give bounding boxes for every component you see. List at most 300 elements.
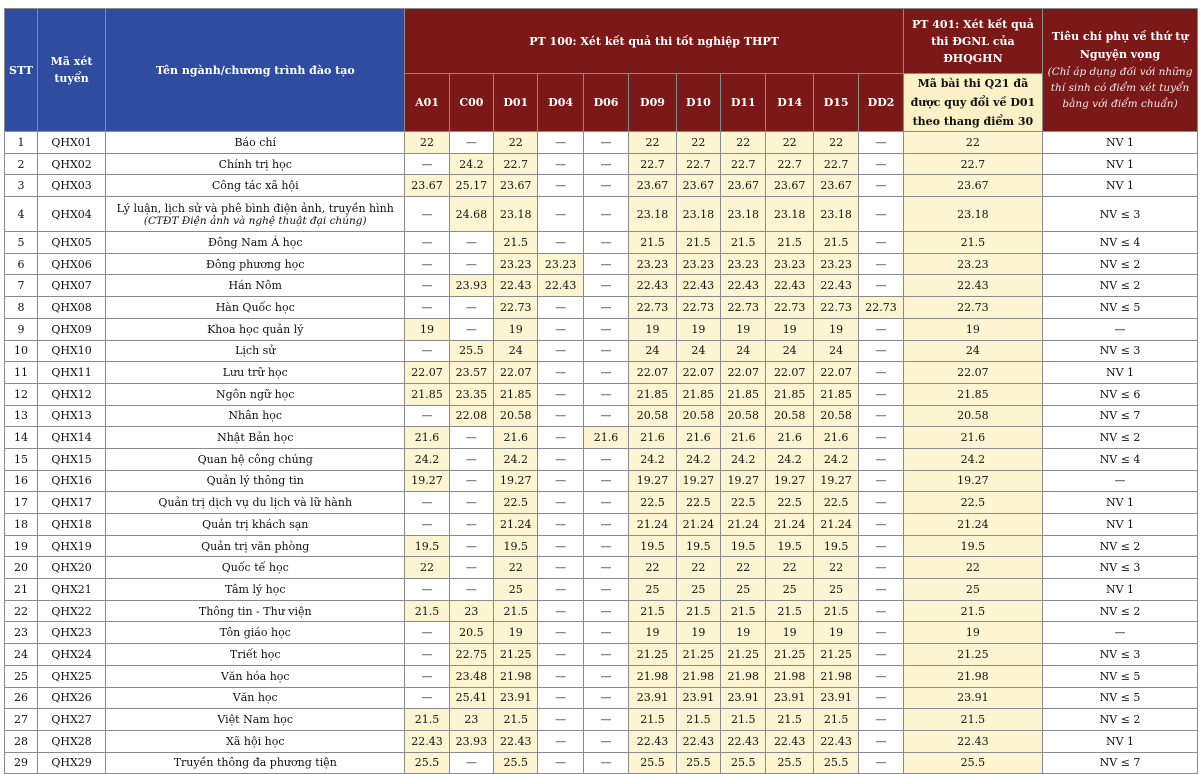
cell-program-name [106,665,405,687]
cell-program-name [106,579,405,601]
table-row [5,622,1198,644]
cell-code: QHX23 [38,622,106,644]
cell-score: 19 [494,622,538,644]
cell-score: — [405,514,449,536]
cell-code: QHX05 [38,232,106,254]
cell-score: — [538,197,583,232]
cell-score: — [583,665,628,687]
cell-score: 22 [813,132,858,154]
cell-score: — [449,297,493,319]
cell-score: 21.25 [629,644,676,666]
cell-pt401: 21.98 [903,665,1042,687]
cell-score: — [449,752,493,774]
table-row [5,275,1198,297]
cell-score: 22 [721,557,766,579]
cell-score: 22.5 [721,492,766,514]
table-row [5,492,1198,514]
cell-score: 22.43 [494,275,538,297]
cell-score: 22.73 [629,297,676,319]
cell-score: 19 [405,318,449,340]
cell-pt401: 22 [903,132,1042,154]
cell-score: 19 [766,622,813,644]
header-pt100: PT 100: Xét kết quả thi tốt nghiệp THPT [405,9,903,74]
cell-score: 21.98 [676,665,720,687]
program-name: Tâm lý học [224,582,286,596]
cell-code: QHX10 [38,340,106,362]
cell-score: 22.08 [449,405,493,427]
cell-score: 21.25 [721,644,766,666]
cell-nv: NV 1 [1043,175,1198,197]
program-name: Lý luận, lịch sử và phê bình điện ảnh, truyền hình [116,201,394,215]
cell-score: — [449,427,493,449]
cell-score: 21.6 [676,427,720,449]
cell-score: 21.98 [629,665,676,687]
cell-nv: NV ≤ 7 [1043,752,1198,774]
cell-score: — [583,752,628,774]
cell-score: 19.27 [766,470,813,492]
cell-score: 22.07 [721,362,766,384]
program-name: Nhật Bản học [217,431,294,445]
cell-score: 21.85 [405,383,449,405]
table-row [5,132,1198,154]
table-row [5,470,1198,492]
cell-score: — [538,644,583,666]
cell-score: — [405,197,449,232]
cell-program-name [106,383,405,405]
cell-score: — [583,318,628,340]
cell-score: 19.5 [676,535,720,557]
cell-score: 22.5 [813,492,858,514]
cell-score: 23.67 [766,175,813,197]
program-name: Công tác xã hội [211,179,299,193]
cell-code: QHX13 [38,405,106,427]
table-row [5,232,1198,254]
header-subject: A01 [405,74,449,132]
cell-score: 24 [494,340,538,362]
cell-score: — [859,197,903,232]
cell-score: — [859,600,903,622]
cell-score: 23.67 [813,175,858,197]
cell-score: 21.5 [813,709,858,731]
header-subject: DD2 [859,74,903,132]
cell-code: QHX03 [38,175,106,197]
cell-score: 24 [721,340,766,362]
cell-pt401: 21.5 [903,232,1042,254]
cell-score: 20.5 [449,622,493,644]
cell-pt401: 24.2 [903,448,1042,470]
cell-score: — [583,275,628,297]
cell-score: — [405,644,449,666]
cell-score: 21.85 [676,383,720,405]
table-row [5,427,1198,449]
cell-score: 21.6 [494,427,538,449]
cell-score: — [583,362,628,384]
cell-program-name [106,405,405,427]
table-header [5,9,1198,132]
cell-code: QHX04 [38,197,106,232]
admission-scores-table [4,8,1198,774]
cell-score: 23.67 [494,175,538,197]
cell-score: 19 [629,622,676,644]
cell-program-name [106,448,405,470]
cell-score: — [449,253,493,275]
table-row [5,579,1198,601]
cell-program-name [106,557,405,579]
cell-score: 22.43 [721,275,766,297]
cell-stt: 12 [5,383,38,405]
cell-score: 21.6 [629,427,676,449]
header-pt401-sub: Mã bài thi Q21 đã được quy đổi về D01 theo thang điểm 30 [903,74,1042,132]
program-name: Truyền thông đa phương tiện [173,756,337,770]
cell-score: 23.23 [494,253,538,275]
cell-score: — [449,232,493,254]
cell-score: 24.2 [813,448,858,470]
cell-stt: 22 [5,600,38,622]
cell-score: 19 [813,318,858,340]
table-row [5,175,1198,197]
cell-score: — [538,340,583,362]
criteria-note: (Chỉ áp dụng đối với những thí sinh có điểm xét tuyển bằng với điểm chuẩn) [1047,66,1193,110]
program-name: Việt Nam học [217,713,294,727]
cell-code: QHX06 [38,253,106,275]
cell-score: 21.85 [813,383,858,405]
table-row [5,318,1198,340]
cell-nv: NV ≤ 4 [1043,232,1198,254]
cell-program-name [106,622,405,644]
cell-score: 21.85 [766,383,813,405]
cell-score: — [538,175,583,197]
cell-score: 23.23 [813,253,858,275]
cell-score: 22.07 [629,362,676,384]
cell-stt: 6 [5,253,38,275]
cell-score: 24.68 [449,197,493,232]
cell-score: 22.73 [859,297,903,319]
cell-score: 23.18 [813,197,858,232]
cell-score: 21.5 [629,232,676,254]
cell-score: 22 [766,557,813,579]
cell-program-name [106,253,405,275]
cell-program-name [106,175,405,197]
cell-score: — [538,405,583,427]
cell-score: 21.85 [721,383,766,405]
cell-score: — [583,492,628,514]
cell-score: 24.2 [676,448,720,470]
cell-score: 22.43 [766,730,813,752]
cell-code: QHX14 [38,427,106,449]
cell-score: 23.93 [449,275,493,297]
cell-nv: NV ≤ 5 [1043,687,1198,709]
cell-score: 21.24 [813,514,858,536]
cell-score: 23.67 [629,175,676,197]
cell-score: 21.5 [721,600,766,622]
cell-nv: NV 1 [1043,132,1198,154]
cell-stt: 20 [5,557,38,579]
cell-program-name [106,362,405,384]
cell-score: — [449,132,493,154]
cell-nv: NV ≤ 3 [1043,197,1198,232]
cell-score: 23.18 [494,197,538,232]
cell-score: 21.98 [766,665,813,687]
cell-stt: 4 [5,197,38,232]
cell-score: — [538,579,583,601]
cell-score: — [538,448,583,470]
cell-score: 25.5 [676,752,720,774]
cell-score: — [538,318,583,340]
cell-pt401: 21.6 [903,427,1042,449]
cell-score: 21.5 [813,600,858,622]
cell-pt401: 22.43 [903,730,1042,752]
cell-score: 21.25 [494,644,538,666]
cell-nv: NV 1 [1043,514,1198,536]
cell-score: — [583,579,628,601]
cell-score: — [538,232,583,254]
cell-program-name [106,340,405,362]
cell-score: 23.93 [449,730,493,752]
cell-score: 21.85 [494,383,538,405]
cell-score: 22 [813,557,858,579]
cell-score: 22.73 [676,297,720,319]
cell-score: 21.5 [676,709,720,731]
cell-score: — [859,492,903,514]
cell-score: 20.58 [494,405,538,427]
cell-program-name [106,197,405,232]
cell-score: — [405,665,449,687]
cell-score: 22.5 [676,492,720,514]
cell-score: 22.07 [676,362,720,384]
cell-score: — [859,132,903,154]
cell-score: 23.35 [449,383,493,405]
program-name: Văn học [232,691,278,705]
cell-score: 22.43 [766,275,813,297]
cell-score: — [859,709,903,731]
cell-score: — [859,275,903,297]
cell-score: 25.5 [405,752,449,774]
cell-score: — [583,297,628,319]
cell-score: 22 [766,132,813,154]
cell-score: 22.43 [813,730,858,752]
cell-nv: NV ≤ 3 [1043,557,1198,579]
cell-stt: 23 [5,622,38,644]
program-name: Đông Nam Á học [207,235,303,249]
cell-code: QHX18 [38,514,106,536]
table-row [5,153,1198,175]
table-row [5,644,1198,666]
cell-score: 24.2 [721,448,766,470]
cell-score: — [538,383,583,405]
cell-score: — [859,622,903,644]
cell-score: 21.5 [766,600,813,622]
cell-score: 22 [405,557,449,579]
cell-score: — [583,253,628,275]
cell-score: — [583,153,628,175]
cell-stt: 19 [5,535,38,557]
cell-pt401: 22.73 [903,297,1042,319]
cell-stt: 18 [5,514,38,536]
header-pt401-title: PT 401: Xét kết quả thi ĐGNL của ĐHQGHN [903,9,1042,74]
cell-score: 21.6 [583,427,628,449]
cell-score: 19 [766,318,813,340]
table-row [5,514,1198,536]
cell-score: 22.7 [494,153,538,175]
cell-pt401: 22.7 [903,153,1042,175]
cell-score: — [538,665,583,687]
cell-score: 22.43 [721,730,766,752]
cell-score: 23 [449,709,493,731]
cell-score: 22.73 [766,297,813,319]
cell-score: 21.5 [676,600,720,622]
cell-pt401: 21.25 [903,644,1042,666]
cell-score: 24 [676,340,720,362]
cell-score: — [538,687,583,709]
cell-program-name [106,318,405,340]
cell-score: — [859,232,903,254]
cell-score: 19.27 [405,470,449,492]
cell-score: 21.25 [766,644,813,666]
table-row [5,253,1198,275]
cell-score: 22.43 [676,275,720,297]
cell-score: — [583,448,628,470]
cell-nv: NV 1 [1043,730,1198,752]
header-subject: D01 [494,74,538,132]
cell-nv: — [1043,470,1198,492]
cell-score: 22.07 [405,362,449,384]
program-name: Thông tin - Thư viện [198,604,312,618]
cell-pt401: 19 [903,622,1042,644]
cell-score: 24 [813,340,858,362]
cell-stt: 25 [5,665,38,687]
program-name: Báo chí [234,135,276,149]
cell-score: — [449,448,493,470]
cell-score: 24.2 [449,153,493,175]
cell-score: — [538,362,583,384]
cell-score: 20.58 [813,405,858,427]
cell-score: — [859,362,903,384]
cell-score: 23 [449,600,493,622]
cell-score: — [583,514,628,536]
cell-score: 23.18 [766,197,813,232]
cell-code: QHX20 [38,557,106,579]
cell-score: 23.23 [538,253,583,275]
cell-score: — [859,340,903,362]
cell-pt401: 22 [903,557,1042,579]
program-name: Quản trị khách sạn [202,517,309,531]
cell-score: 24.2 [405,448,449,470]
cell-pt401: 23.67 [903,175,1042,197]
cell-code: QHX24 [38,644,106,666]
cell-score: 22.43 [676,730,720,752]
cell-score: 22.07 [813,362,858,384]
cell-score: 23.48 [449,665,493,687]
header-subject: D06 [583,74,628,132]
program-name: Quản lý thông tin [206,474,304,488]
cell-score: 22.5 [494,492,538,514]
cell-score: — [405,622,449,644]
cell-score: 23.67 [405,175,449,197]
cell-score: 25.5 [721,752,766,774]
cell-score: — [405,275,449,297]
cell-pt401: 23.91 [903,687,1042,709]
cell-nv: NV ≤ 2 [1043,709,1198,731]
table-row [5,557,1198,579]
program-name: Nhân học [228,409,283,423]
cell-score: 23.67 [676,175,720,197]
cell-score: — [859,470,903,492]
cell-score: 25.5 [629,752,676,774]
cell-score: — [583,405,628,427]
cell-code: QHX02 [38,153,106,175]
cell-stt: 27 [5,709,38,731]
cell-score: 22 [676,132,720,154]
table-row [5,600,1198,622]
cell-code: QHX12 [38,383,106,405]
cell-score: 22.7 [721,153,766,175]
cell-score: — [859,579,903,601]
cell-score: 25 [766,579,813,601]
program-name: Xã hội học [226,734,285,748]
cell-score: 22 [405,132,449,154]
cell-pt401: 23.23 [903,253,1042,275]
cell-score: 25.41 [449,687,493,709]
cell-code: QHX07 [38,275,106,297]
cell-stt: 9 [5,318,38,340]
cell-nv: NV ≤ 6 [1043,383,1198,405]
cell-program-name [106,232,405,254]
table-row [5,448,1198,470]
program-name: Hán Nôm [228,279,282,293]
cell-score: — [583,622,628,644]
cell-program-name [106,752,405,774]
cell-code: QHX22 [38,600,106,622]
cell-score: 22.43 [813,275,858,297]
table-row [5,665,1198,687]
cell-score: 21.6 [721,427,766,449]
header-program: Tên ngành/chương trình đào tạo [106,9,405,132]
cell-nv: NV 1 [1043,362,1198,384]
cell-stt: 24 [5,644,38,666]
cell-score: 23.23 [629,253,676,275]
program-name: Triết học [229,647,281,661]
cell-score: 19.5 [813,535,858,557]
cell-score: 21.5 [676,232,720,254]
table-row [5,383,1198,405]
cell-score: — [859,730,903,752]
cell-score: 25 [494,579,538,601]
cell-score: 22.73 [721,297,766,319]
cell-nv: NV ≤ 7 [1043,405,1198,427]
cell-score: 21.6 [813,427,858,449]
cell-code: QHX11 [38,362,106,384]
cell-score: — [583,644,628,666]
cell-score: — [538,514,583,536]
cell-score: — [859,557,903,579]
cell-score: — [859,318,903,340]
cell-score: 23.18 [676,197,720,232]
program-name: Quan hệ công chúng [197,452,313,466]
cell-pt401: 22.07 [903,362,1042,384]
cell-code: QHX25 [38,665,106,687]
cell-score: 21.5 [629,600,676,622]
cell-score: 19.27 [721,470,766,492]
cell-pt401: 20.58 [903,405,1042,427]
cell-program-name [106,644,405,666]
cell-stt: 16 [5,470,38,492]
cell-nv: NV ≤ 4 [1043,448,1198,470]
program-name: Lưu trữ học [222,366,288,380]
cell-pt401: 21.85 [903,383,1042,405]
cell-pt401: 25 [903,579,1042,601]
header-criteria [1043,9,1198,132]
cell-score: 22 [494,557,538,579]
